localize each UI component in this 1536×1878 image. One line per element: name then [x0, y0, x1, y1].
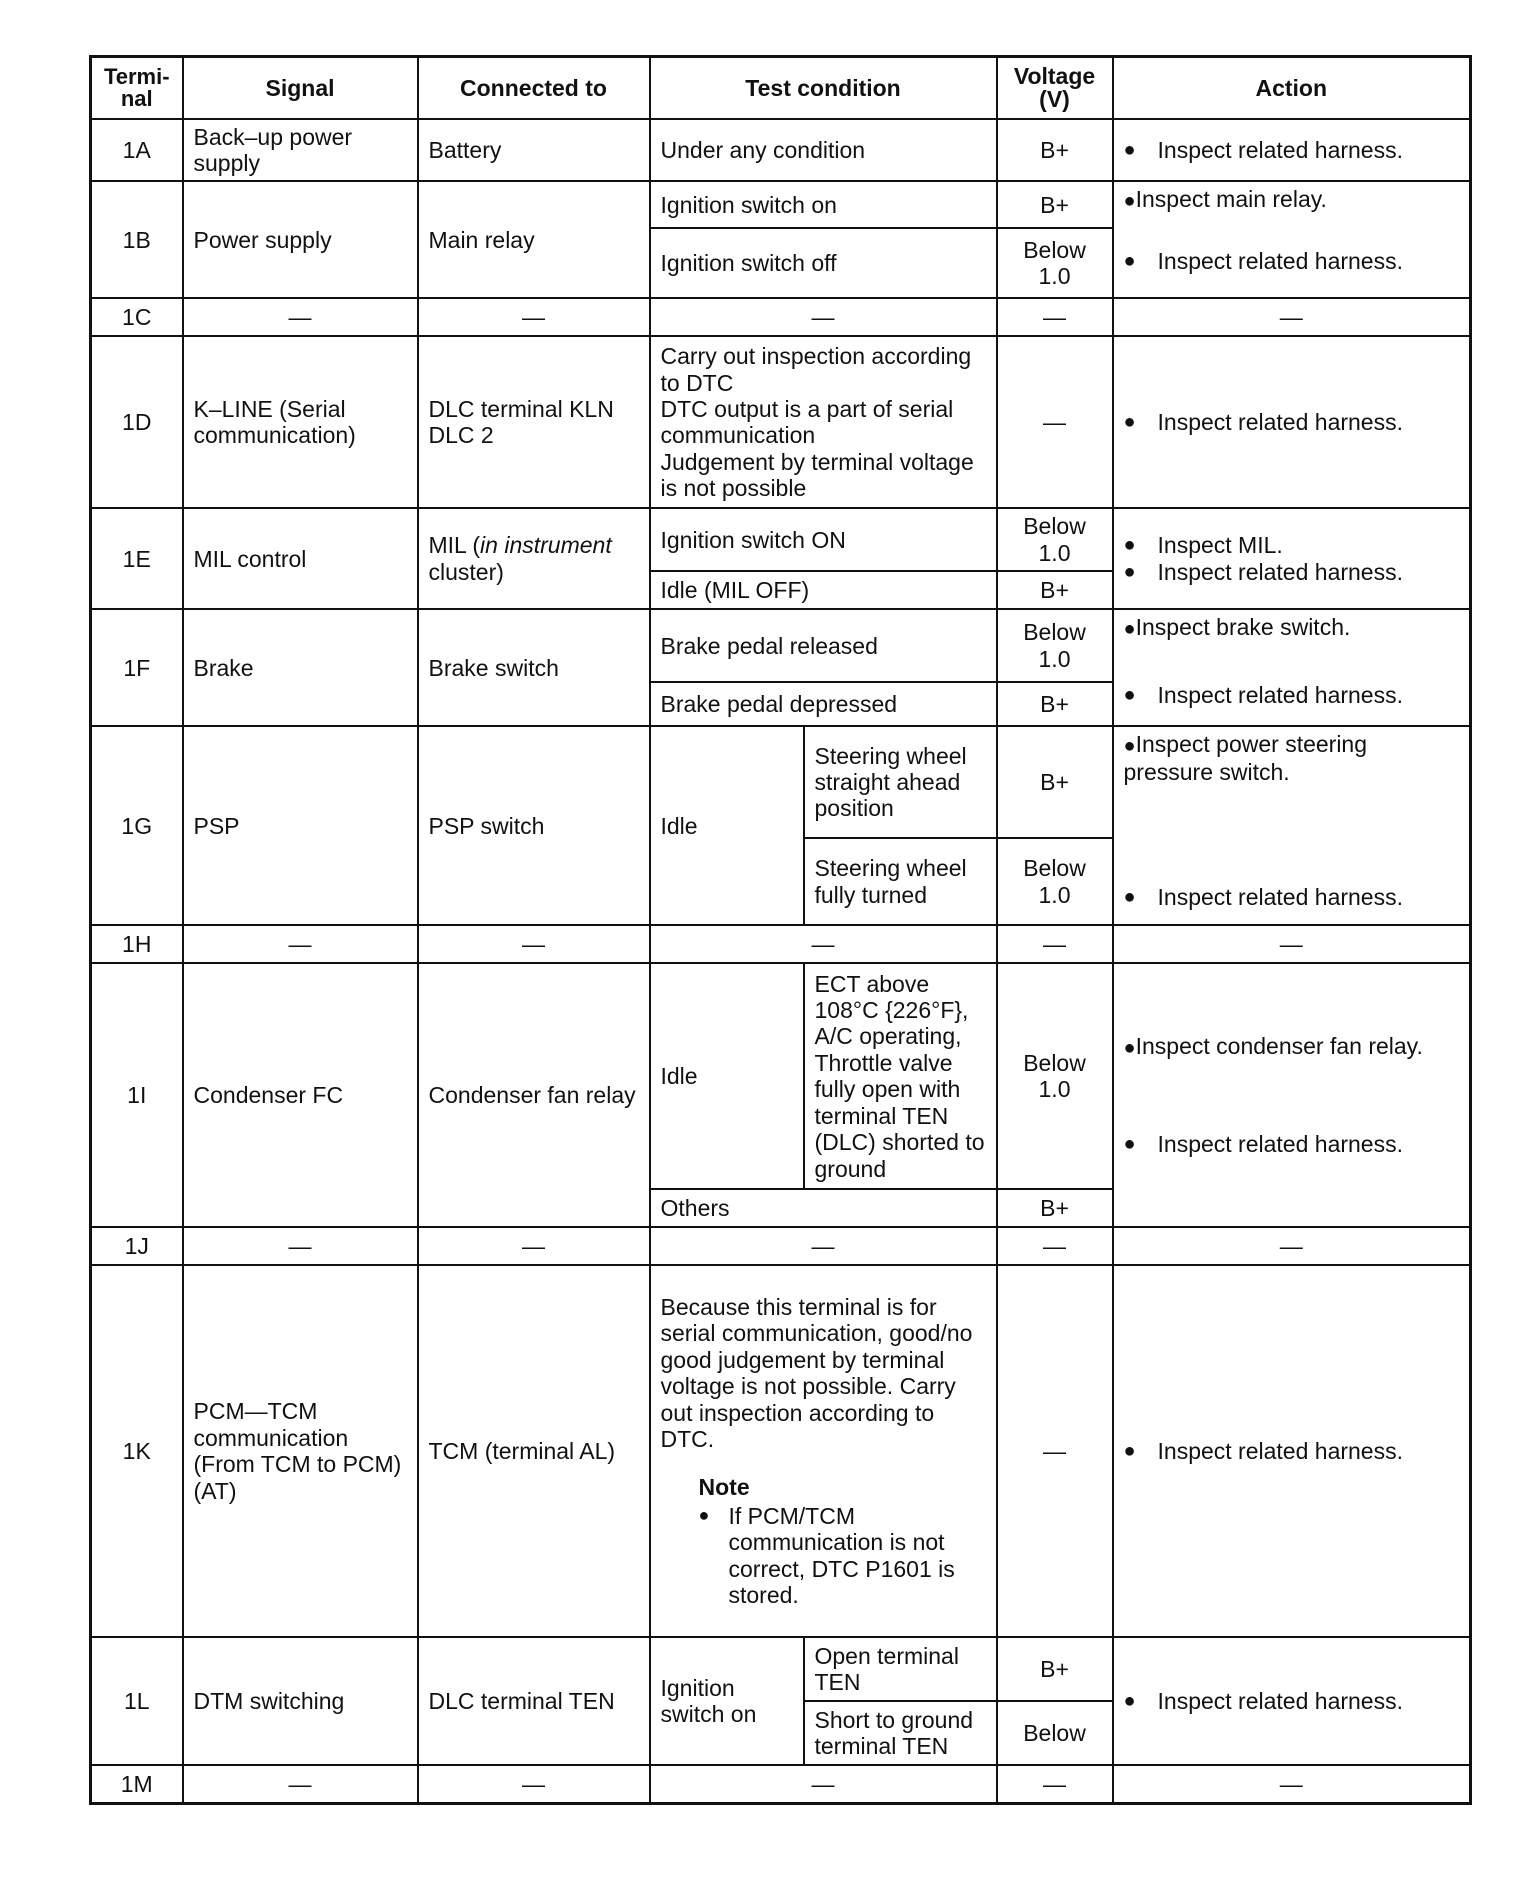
bullet-icon: ● [1123, 735, 1136, 758]
action-cell: ● Inspect related harness. [1113, 336, 1471, 508]
terminal-cell: 1F [91, 609, 183, 726]
bullet-icon: ● [1123, 411, 1136, 434]
signal-cell: Back–up power supply [183, 119, 418, 182]
bullet-icon: ● [1123, 250, 1136, 273]
bullet-icon: ● [1123, 1133, 1136, 1156]
table-row [91, 925, 1471, 963]
note-title: Note [698, 1474, 750, 1501]
signal-cell: Brake [183, 609, 418, 726]
bullet-icon: ● [1123, 190, 1136, 213]
voltage-cell: B+ [997, 726, 1113, 838]
signal-cell: MIL control [183, 508, 418, 609]
empty-cell: — [997, 1227, 1113, 1265]
table-row [91, 181, 1471, 228]
terminal-cell: 1J [91, 1227, 183, 1265]
signal-cell: PCM—TCM communication (From TCM to PCM) (AT) [183, 1265, 418, 1637]
action-cell: ●Inspect power steering pressure switch. ● Inspect related harness. [1113, 726, 1471, 925]
condition-cell: Ignition switch off [650, 228, 997, 298]
header-signal: Signal [183, 57, 418, 119]
condition-cell: Ignition switch on [650, 181, 997, 228]
connected-cell: MIL (in instrument cluster) [418, 508, 650, 609]
bullet-icon: ● [1123, 684, 1136, 707]
condition-cell: Under any condition [650, 119, 997, 182]
table-row [91, 508, 1471, 571]
empty-cell: — [418, 925, 650, 963]
empty-cell: — [418, 298, 650, 336]
terminal-cell: 1G [91, 726, 183, 925]
condition-cell: Idle (MIL OFF) [650, 571, 997, 609]
bullet-icon: ● [698, 1504, 710, 1525]
condition-cell: Brake pedal depressed [650, 682, 997, 726]
connected-cell: Brake switch [418, 609, 650, 726]
connected-cell: Condenser fan relay [418, 963, 650, 1227]
terminal-cell: 1B [91, 181, 183, 298]
header-voltage: Voltage (V) [997, 57, 1113, 119]
empty-cell: — [650, 1765, 997, 1803]
condition-cell: Ignition switch ON [650, 508, 997, 571]
empty-cell: — [183, 1227, 418, 1265]
signal-cell: K–LINE (Serial communication) [183, 336, 418, 508]
connected-cell: TCM (terminal AL) [418, 1265, 650, 1637]
empty-cell: — [997, 925, 1113, 963]
signal-cell: PSP [183, 726, 418, 925]
condition-cell: Brake pedal released [650, 609, 997, 682]
subcondition-cell: Open terminal TEN [804, 1637, 997, 1701]
table-row [91, 1227, 1471, 1265]
empty-cell: — [1113, 1227, 1471, 1265]
subcondition-cell: Steering wheel fully turned [804, 838, 997, 925]
bullet-icon: ● [1123, 885, 1136, 908]
table-row [91, 609, 1471, 682]
bullet-icon: ● [1123, 138, 1136, 161]
terminal-cell: 1H [91, 925, 183, 963]
voltage-cell: — [997, 1265, 1113, 1637]
bullet-icon: ● [1123, 1690, 1136, 1713]
voltage-cell: — [997, 336, 1113, 508]
condition-cell: Carry out inspection according to DTC DTC output is a part of serial communication Judgement by terminal voltage is not possible [650, 336, 997, 508]
voltage-cell: Below 1.0 [997, 963, 1113, 1189]
terminal-cell: 1K [91, 1265, 183, 1637]
header-test-condition: Test condition [650, 57, 997, 119]
empty-cell: — [183, 1765, 418, 1803]
connected-cell: PSP switch [418, 726, 650, 925]
condition-cell: Because this terminal is for serial communication, good/no good judgement by terminal voltage is not possible. Carry out inspection according to DTC. Note ● If PCM/TCM communication is not correct, DTC P1601 is stored. [650, 1265, 997, 1637]
terminal-cell: 1D [91, 336, 183, 508]
voltage-cell: B+ [997, 571, 1113, 609]
condition-cell: Ignition switch on [650, 1637, 804, 1765]
connected-cell: DLC terminal KLN DLC 2 [418, 336, 650, 508]
voltage-cell: Below 1.0 [997, 228, 1113, 298]
voltage-cell: B+ [997, 119, 1113, 182]
action-cell: ● Inspect MIL. ● Inspect related harness. [1113, 508, 1471, 609]
condition-cell: Others [650, 1189, 997, 1227]
empty-cell: — [997, 298, 1113, 336]
table-row [91, 1637, 1471, 1701]
condition-cell: Idle [650, 963, 804, 1189]
subcondition-cell: Short to ground terminal TEN [804, 1701, 997, 1765]
table-row [91, 1265, 1471, 1637]
empty-cell: — [183, 298, 418, 336]
signal-cell: Condenser FC [183, 963, 418, 1227]
empty-cell: — [997, 1765, 1113, 1803]
signal-cell: Power supply [183, 181, 418, 298]
voltage-cell: B+ [997, 1189, 1113, 1227]
header-terminal: Termi-nal [91, 57, 183, 119]
signal-cell: DTM switching [183, 1637, 418, 1765]
voltage-cell: B+ [997, 682, 1113, 726]
table-row [91, 1765, 1471, 1803]
empty-cell: — [650, 925, 997, 963]
empty-cell: — [1113, 1765, 1471, 1803]
bullet-icon: ● [1123, 1037, 1136, 1060]
empty-cell: — [418, 1765, 650, 1803]
table-row [91, 336, 1471, 508]
bullet-icon: ● [1123, 618, 1136, 641]
action-cell: ● Inspect related harness. [1113, 119, 1471, 182]
action-cell: ● Inspect related harness. [1113, 1265, 1471, 1637]
empty-cell: — [183, 925, 418, 963]
voltage-cell: B+ [997, 181, 1113, 228]
connected-cell: Main relay [418, 181, 650, 298]
voltage-cell: Below 1.0 [997, 838, 1113, 925]
terminal-cell: 1A [91, 119, 183, 182]
table-row [91, 726, 1471, 838]
terminal-cell: 1E [91, 508, 183, 609]
bullet-icon: ● [1123, 534, 1136, 557]
condition-cell: Idle [650, 726, 804, 925]
empty-cell: — [1113, 925, 1471, 963]
table-row [91, 119, 1471, 182]
note-item: ● If PCM/TCM communication is not correct, DTC P1601 is stored. [698, 1502, 955, 1609]
terminal-table [89, 55, 1472, 1805]
table-row [91, 963, 1471, 1189]
subcondition-cell: ECT above 108°C {226°F}, A/C operating, Throttle valve fully open with terminal TEN (DLC) shorted to ground [804, 963, 997, 1189]
terminal-cell: 1L [91, 1637, 183, 1765]
header-connected-to: Connected to [418, 57, 650, 119]
terminal-cell: 1C [91, 298, 183, 336]
terminal-cell: 1M [91, 1765, 183, 1803]
voltage-cell: Below 1.0 [997, 609, 1113, 682]
connected-cell: Battery [418, 119, 650, 182]
table-row [91, 298, 1471, 336]
header-row [91, 57, 1471, 119]
empty-cell: — [1113, 298, 1471, 336]
empty-cell: — [418, 1227, 650, 1265]
terminal-cell: 1I [91, 963, 183, 1227]
voltage-cell: Below [997, 1701, 1113, 1765]
subcondition-cell: Steering wheel straight ahead position [804, 726, 997, 838]
bullet-icon: ● [1123, 1440, 1136, 1463]
action-cell: ●Inspect main relay. ● Inspect related harness. [1113, 181, 1471, 298]
empty-cell: — [650, 298, 997, 336]
empty-cell: — [650, 1227, 997, 1265]
voltage-cell: B+ [997, 1637, 1113, 1701]
connected-cell: DLC terminal TEN [418, 1637, 650, 1765]
header-action: Action [1113, 57, 1471, 119]
action-cell: ●Inspect brake switch. ● Inspect related harness. [1113, 609, 1471, 726]
action-cell: ●Inspect condenser fan relay. ● Inspect related harness. [1113, 963, 1471, 1227]
voltage-cell: Below 1.0 [997, 508, 1113, 571]
bullet-icon: ● [1123, 560, 1136, 583]
action-cell: ● Inspect related harness. [1113, 1637, 1471, 1765]
